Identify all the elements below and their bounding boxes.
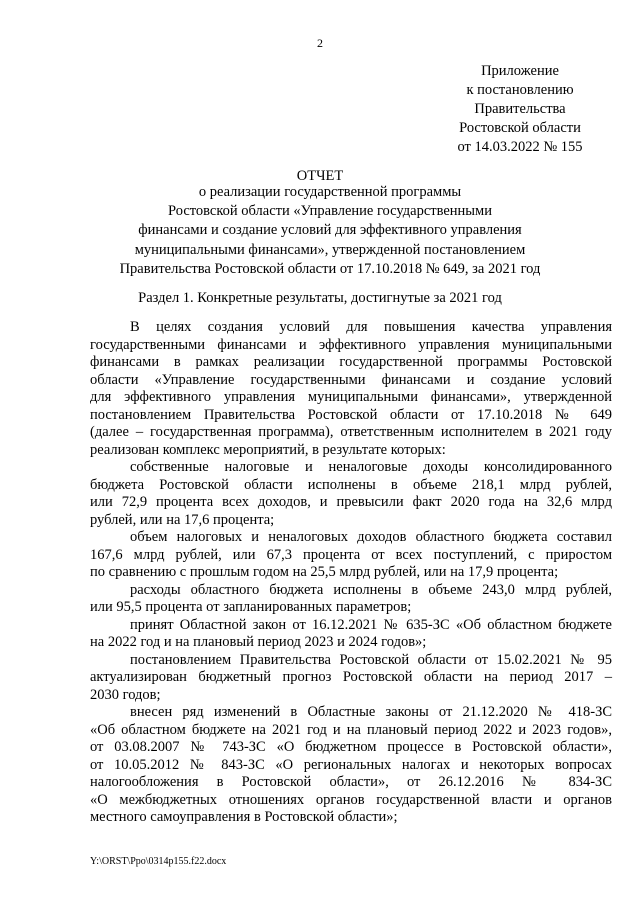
body-line: расходы областного бюджета исполнены в объеме 243,0 млрд рублей,	[130, 581, 612, 598]
body-line: 2030 годов;	[90, 686, 161, 703]
appendix-line: Приложение	[481, 63, 559, 79]
appendix-line: от 14.03.2022 № 155	[457, 139, 583, 155]
body-line: принят Областной закон от 16.12.2021 № 635-ЗС «Об областном бюджете	[130, 616, 612, 633]
subtitle-line: муниципальными финансами», утвержденной постановлением	[134, 241, 526, 258]
body-line: или 95,5 процента от запланированных параметров;	[90, 599, 412, 615]
body-line: от 03.08.2007 № 743-ЗС «О бюджетном процессе в Ростовской области»,	[90, 739, 612, 755]
report-title: ОТЧЕТ	[296, 168, 344, 184]
body-line: государственными финансами и эффективного управления муниципальными	[90, 336, 612, 353]
body-line: постановлением Правительства Ростовской области от 15.02.2021 № 95	[130, 651, 612, 668]
body-line: «О межбюджетных отношениях органов государственной власти и органов	[90, 791, 612, 808]
body-line: В целях создания условий для повышения качества управления	[130, 319, 612, 335]
body-line: объем налоговых и неналоговых доходов областного бюджета составил	[130, 529, 612, 545]
body-line: или 72,9 процента всех доходов, и превысили факт 2020 года на 32,6 млрд	[90, 494, 612, 510]
body-line: налогообложения в Ростовской области», от 26.12.2016 № 834-ЗС	[90, 774, 612, 790]
body-line: постановлением Правительства Ростовской области от 17.10.2018 № 649	[90, 406, 612, 423]
subtitle-line: Правительства Ростовской области от 17.10.2018 № 649, за 2021 год	[119, 260, 541, 277]
body-line: местного самоуправления в Ростовской области»;	[90, 809, 398, 825]
body-line: «Об областном бюджете на 2021 год и на плановый период 2022 и 2023 годов»,	[90, 721, 612, 738]
body-line: финансами в рамках реализации государственной программы Ростовской	[90, 354, 612, 370]
body-line: (далее – государственная программа), ответственным исполнителем в 2021 году	[90, 424, 612, 440]
body-line: собственные налоговые и неналоговые доходы консолидированного	[130, 459, 612, 475]
footer-file-path: Y:\ORST\Ppo\0314p155.f22.docx	[90, 856, 227, 867]
body-line: на 2022 год и на плановый период 2023 и 2024 годов»;	[90, 634, 427, 650]
appendix-line: Правительства	[474, 101, 566, 117]
body-text	[90, 319, 612, 827]
body-line: области «Управление государственными финансами и создание условий	[90, 371, 612, 388]
body-line: по сравнению с прошлым годом на 25,5 млрд рублей, или на 17,9 процента;	[90, 564, 559, 580]
report-subtitle	[90, 183, 570, 279]
section-heading: Раздел 1. Конкретные результаты, достигнутые за 2021 год	[138, 290, 502, 306]
body-line: внесен ряд изменений в Областные законы от 21.12.2020 № 418-ЗС	[130, 704, 612, 720]
body-line: актуализирован бюджетный прогноз Ростовской области на период 2017 –	[90, 669, 612, 685]
body-line: 167,6 млрд рублей, или 67,3 процента от всех поступлений, с приростом	[90, 546, 612, 563]
body-line: для эффективного управления муниципальными финансами», утвержденной	[90, 389, 612, 405]
subtitle-line: о реализации государственной программы	[198, 184, 462, 200]
page-number: 2	[317, 36, 323, 50]
appendix-block	[420, 62, 620, 157]
appendix-line: к постановлению	[466, 82, 574, 98]
body-line: бюджета Ростовской области исполнены в объеме 218,1 млрд рублей,	[90, 476, 612, 493]
appendix-line: Ростовской области	[459, 120, 581, 136]
body-line: от 10.05.2012 № 843-ЗС «О региональных налогах и некоторых вопросах	[90, 756, 612, 773]
subtitle-line: финансами и создание условий для эффективного управления	[138, 222, 522, 239]
body-line: рублей, или на 17,6 процента;	[90, 511, 275, 528]
subtitle-line: Ростовской области «Управление государственными	[168, 203, 492, 220]
body-line: реализован комплекс мероприятий, в результате которых:	[90, 441, 446, 458]
